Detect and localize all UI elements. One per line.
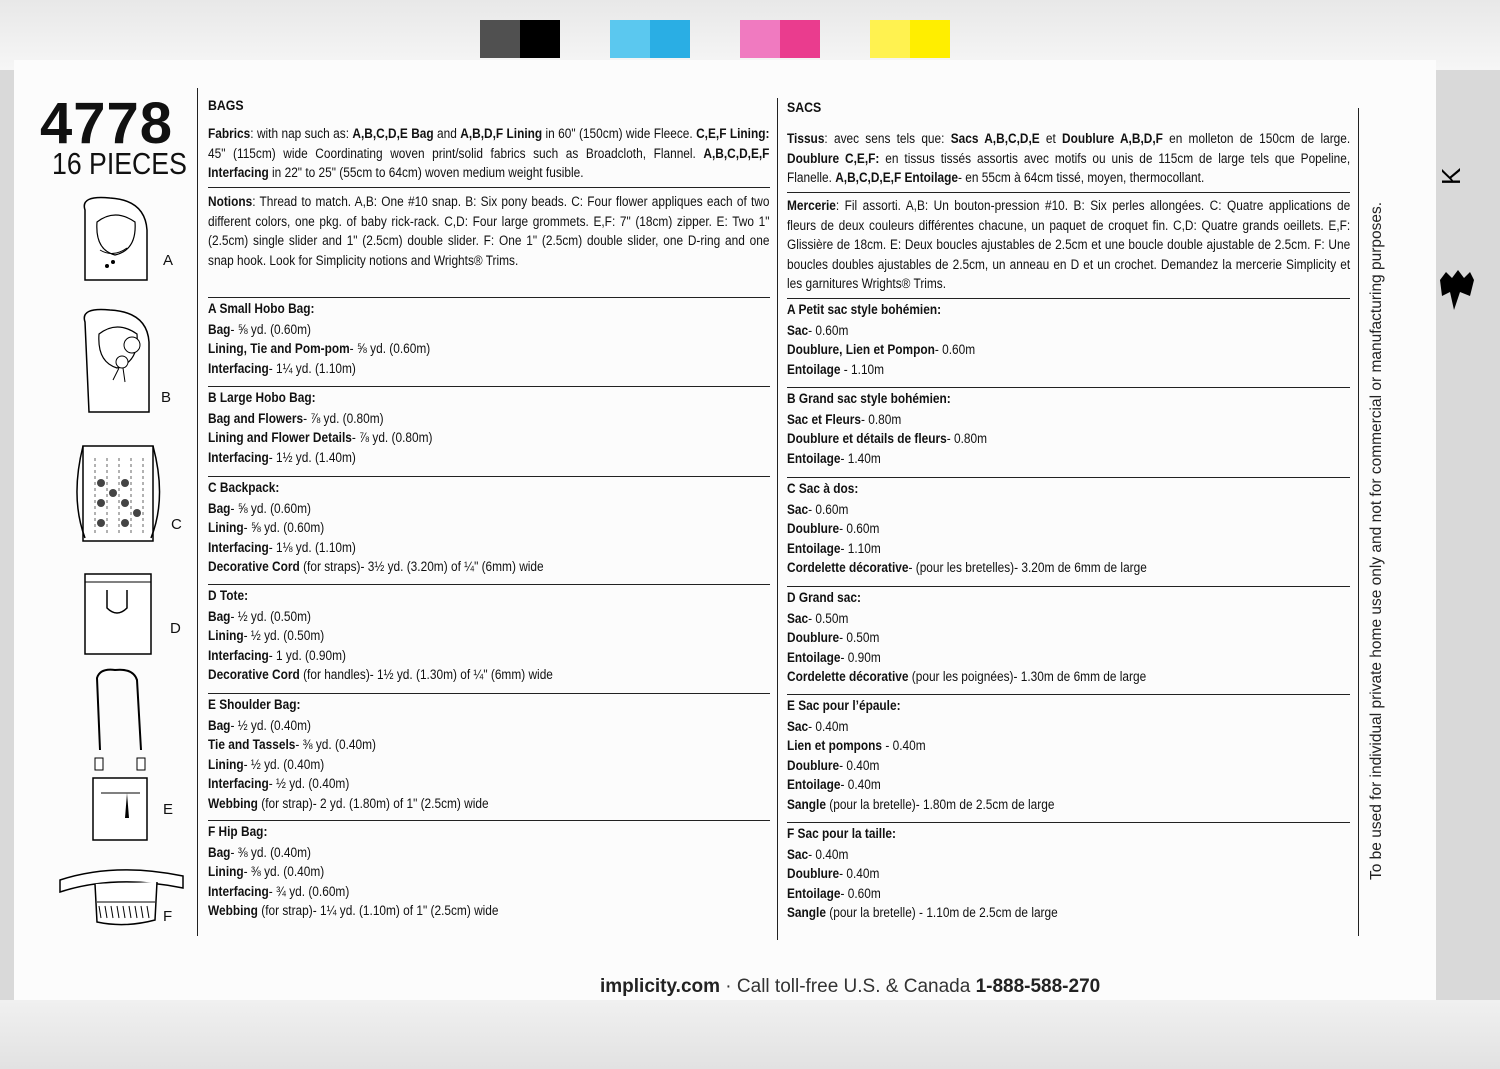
fr-yardage-line: Sac- 0.50m	[787, 610, 849, 626]
en-yardage-block	[208, 586, 769, 685]
fr-yardage-line: Doublure- 0.40m	[787, 757, 880, 773]
fr-yardage-line: Doublure et détails de fleurs- 0.80m	[787, 431, 988, 446]
view-a-label: A	[163, 252, 174, 269]
fr-yardage-line: Cordelette décorative- (pour les bretelles)- 3.20m de 6mm de large	[787, 560, 1147, 575]
view-f-label: F	[163, 908, 173, 925]
fr-yardage-line: Sac et Fleurs- 0.80m	[787, 411, 902, 427]
en-yardage-line: Interfacing- ¾ yd. (0.60m)	[208, 883, 350, 899]
en-block-title: F Hip Bag:	[208, 824, 268, 839]
en-block-title: B Large Hobo Bag:	[208, 390, 316, 405]
swatch-chip	[520, 20, 560, 58]
fr-block-divider	[787, 298, 1350, 299]
en-yardage-block	[208, 388, 769, 467]
en-block-divider	[208, 386, 770, 387]
fr-yardage-line: Entoilage- 0.40m	[787, 777, 881, 792]
pieces-count: 16 PIECES	[52, 146, 187, 181]
en-block-divider	[208, 820, 770, 821]
fr-divider	[787, 192, 1350, 193]
fr-block-divider	[787, 586, 1350, 587]
fr-yardage-block	[787, 389, 1350, 468]
fr-block-title: F Sac pour la taille:	[787, 826, 896, 841]
en-yardage-line: Interfacing- ½ yd. (0.40m)	[208, 776, 350, 791]
footer-text: · Call toll-free U.S. & Canada	[720, 976, 976, 997]
fr-yardage-line: Entoilage- 0.60m	[787, 885, 881, 901]
fr-section-title: SACS	[787, 99, 822, 115]
view-d-illustration	[85, 574, 151, 654]
fr-block-divider	[787, 477, 1350, 478]
en-yardage-line: Lining and Flower Details- ⅞ yd. (0.80m)	[208, 430, 433, 445]
en-block-title: A Small Hobo Bag:	[208, 301, 315, 316]
en-block-divider	[208, 476, 770, 477]
en-divider	[208, 187, 770, 188]
fr-yardage-line: Sac- 0.60m	[787, 501, 849, 517]
view-e-label: E	[163, 801, 174, 818]
swatch-chip	[740, 20, 780, 58]
brand-sidebar	[1430, 110, 1490, 950]
en-yardage-line: Webbing (for strap)- 1¼ yd. (1.10m) of 1" (2.5cm) wide	[208, 903, 499, 918]
en-yardage-line: Tie and Tassels- ⅜ yd. (0.40m)	[208, 737, 376, 752]
en-yardage-line: Lining- ⅜ yd. (0.40m)	[208, 864, 325, 879]
en-yardage-line: Bag- ⅝ yd. (0.60m)	[208, 321, 312, 337]
swatch-chip	[610, 20, 650, 58]
en-yardage-block	[208, 478, 769, 577]
color-swatch	[480, 20, 560, 58]
fr-yardage-block	[787, 300, 1350, 379]
fr-yardage-line: Doublure- 0.40m	[787, 866, 880, 881]
website-link[interactable]: implicity.com	[600, 976, 721, 997]
fr-yardage-line: Sac- 0.40m	[787, 846, 849, 862]
fr-block-title: B Grand sac style bohémien:	[787, 391, 951, 406]
en-yardage-line: Lining- ½ yd. (0.40m)	[208, 756, 325, 772]
fr-yardage-block	[787, 479, 1350, 578]
fr-yardage-line: Sac- 0.60m	[787, 322, 849, 338]
en-yardage-line: Interfacing- 1½ yd. (1.40m)	[208, 449, 356, 465]
fr-yardage-line: Cordelette décorative (pour les poignées)- 1.30m de 6mm de large	[787, 669, 1147, 684]
fr-yardage-block	[787, 696, 1350, 814]
phone-number: 1-888-588-270	[975, 976, 1101, 997]
fr-yardage-line: Sangle (pour la bretelle)- 1.80m de 2.5cm de large	[787, 796, 1055, 812]
column-divider-middle	[777, 98, 778, 940]
en-fabrics: Fabrics: with nap such as: A,B,C,D,E Bag and A,B,D,F Lining in 60" (150cm) wide Fleece. C,E,F Lining: 45" (115cm) wide Coordinating woven print/solid fabrics such as Broadcloth, Flannel. A,B,C,D,E,F Interfacing in 22" to 25" (55cm to 64cm) woven medium weight fusible.	[208, 126, 770, 180]
en-yardage-line: Bag- ⅜ yd. (0.40m)	[208, 844, 312, 860]
fr-fabrics: Tissus: avec sens tels que: Sacs A,B,C,D,E et Doublure A,B,D,F en molleton de 150cm de large. Doublure C,E,F: en tissus tissés assortis avec motifs ou unis de 115cm de large tels que Popeline, Flanelle. A,B,C,D,E,F Entoilage- en 55cm à 64cm tissé, moyen, thermocollant.	[787, 131, 1351, 185]
fr-yardage-line: Entoilage- 1.40m	[787, 450, 881, 466]
en-block-divider	[208, 693, 770, 694]
en-block-divider	[208, 297, 770, 298]
swatch-chip	[910, 20, 950, 58]
swatch-chip	[480, 20, 520, 58]
swatch-chip	[650, 20, 690, 58]
fr-yardage-line: Doublure, Lien et Pompon- 0.60m	[787, 342, 976, 357]
en-yardage-line: Webbing (for strap)- 2 yd. (1.80m) of 1" (2.5cm) wide	[208, 795, 489, 811]
fr-block-divider	[787, 694, 1350, 695]
column-divider-left	[197, 88, 198, 936]
fr-notions: Mercerie: Fil assorti. A,B: Un bouton-pression #10. B: Six perles allongées. C: Quatre applications de fleurs de deux couleurs différentes chacune, un paquet de croquet fin. C,D: Quatre grands oeillets. E,F: Glissière de 18cm. E: Deux boucles ajustables de 2.5cm et une boucle double ajustable de 2.5cm. F: Une boucles doubles ajustables de 2.5cm, un anneau en D et un crochet. Demandez la mercerie Simplicity et les garnitures Wrights® Trims.	[787, 198, 1351, 291]
en-block-divider	[208, 584, 770, 585]
swatch-chip	[870, 20, 910, 58]
fr-yardage-line: Lien et pompons - 0.40m	[787, 738, 926, 753]
usage-notice: To be used for individual private home use only and not for commercial or manufacturing purposes.	[1368, 201, 1385, 880]
en-yardage-line: Bag and Flowers- ⅞ yd. (0.80m)	[208, 410, 384, 426]
view-e-illustration	[93, 670, 147, 840]
en-yardage-line: Lining- ⅝ yd. (0.60m)	[208, 520, 325, 535]
fr-yardage-line: Sangle (pour la bretelle) - 1.10m de 2.5cm de large	[787, 905, 1058, 920]
color-swatches	[480, 20, 950, 58]
fr-block-title: A Petit sac style bohémien:	[787, 302, 942, 317]
pattern-number: 4778	[40, 91, 174, 156]
en-yardage-line: Decorative Cord (for handles)- 1½ yd. (1.30m) of ¼" (6mm) wide	[208, 667, 553, 682]
swatch-chip	[780, 20, 820, 58]
fr-block-title: E Sac pour l’épaule:	[787, 698, 901, 713]
en-yardage-line: Lining, Tie and Pom-pom- ⅝ yd. (0.60m)	[208, 341, 431, 356]
fr-yardage-line: Doublure- 0.60m	[787, 521, 880, 536]
view-b-illustration	[84, 310, 149, 413]
view-c-illustration	[77, 446, 160, 541]
en-yardage-line: Interfacing- 1⅛ yd. (1.10m)	[208, 539, 356, 555]
fr-block-title: D Grand sac:	[787, 590, 861, 605]
svg-text:K: K	[1436, 167, 1466, 185]
bag-thumbnails	[55, 190, 195, 940]
fr-yardage-line: Entoilage- 0.90m	[787, 649, 881, 665]
en-yardage-line: Interfacing- 1 yd. (0.90m)	[208, 647, 346, 663]
view-a-illustration	[84, 198, 147, 281]
en-block-title: D Tote:	[208, 588, 249, 603]
en-yardage-line: Interfacing- 1¼ yd. (1.10m)	[208, 360, 356, 376]
bottom-fold	[0, 1000, 1500, 1069]
view-c-label: C	[171, 516, 182, 533]
en-yardage-block	[208, 299, 769, 378]
color-swatch	[870, 20, 950, 58]
en-notions: Notions: Thread to match. A,B: One #10 snap. B: Six pony beads. C: Four flower appliques each of two different colors, one pkg. of baby rick-rack. C,D: Four large grommets. E,F: 7" (18cm) zipper. E: Two 1" (2.5cm) single slider and 1" (2.5cm) double slider. F: One 1" (2.5cm) double slider, one D-ring and one snap hook. Look for Simplicity notions and Wrights® Trims.	[208, 194, 770, 268]
fr-yardage-line: Entoilage - 1.10m	[787, 361, 885, 377]
en-yardage-block	[208, 695, 769, 813]
en-yardage-line: Decorative Cord (for straps)- 3½ yd. (3.20m) of ¼" (6mm) wide	[208, 559, 544, 574]
en-yardage-line: Bag- ½ yd. (0.40m)	[208, 717, 312, 733]
fr-yardage-line: Entoilage- 1.10m	[787, 540, 881, 556]
view-b-label: B	[161, 389, 172, 406]
fr-yardage-line: Sac- 0.40m	[787, 718, 849, 734]
en-yardage-line: Lining- ½ yd. (0.50m)	[208, 628, 325, 643]
fr-yardage-block	[787, 588, 1350, 687]
view-d-label: D	[170, 620, 181, 637]
fr-yardage-block	[787, 824, 1350, 923]
fr-block-divider	[787, 822, 1350, 823]
color-swatch	[610, 20, 690, 58]
footer	[600, 976, 1100, 998]
fr-block-title: C Sac à dos:	[787, 481, 859, 496]
en-yardage-line: Bag- ½ yd. (0.50m)	[208, 608, 312, 624]
en-block-title: E Shoulder Bag:	[208, 697, 301, 712]
en-block-title: C Backpack:	[208, 480, 280, 495]
en-section-title: BAGS	[208, 97, 244, 113]
en-yardage-line: Bag- ⅝ yd. (0.60m)	[208, 500, 312, 516]
en-yardage-block	[208, 822, 769, 921]
color-swatch	[740, 20, 820, 58]
fr-block-divider	[787, 387, 1350, 388]
fr-yardage-line: Doublure- 0.50m	[787, 630, 880, 645]
column-divider-right	[1358, 108, 1359, 936]
